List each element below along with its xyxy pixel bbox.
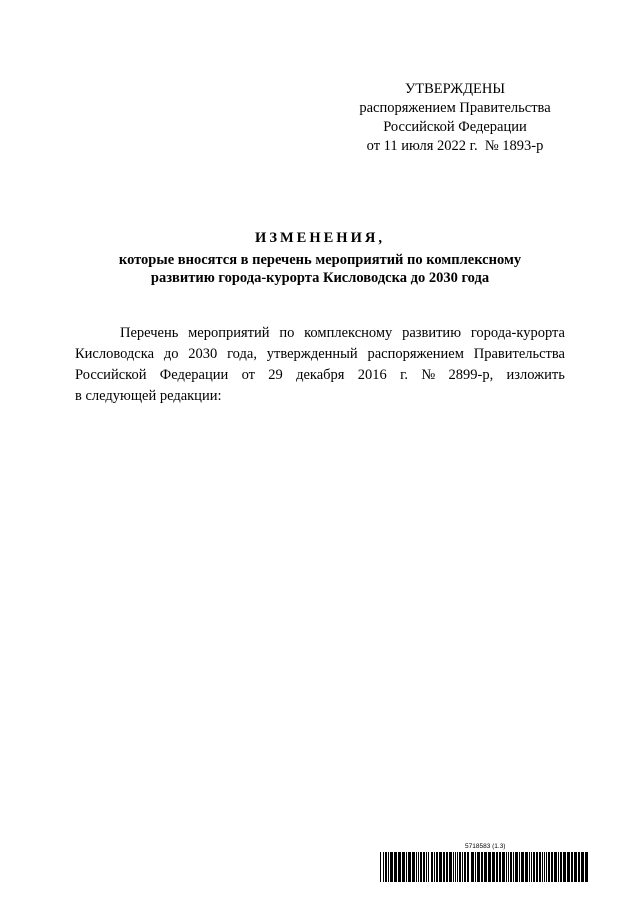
paragraph-word: изложить xyxy=(506,367,565,383)
paragraph-word: комплексному xyxy=(304,325,393,341)
barcode-number: 5718583 (1.3) xyxy=(465,843,506,850)
subtitle-line-1: которые вносятся в перечень мероприятий по комплексному xyxy=(118,252,522,268)
paragraph-word: 29 xyxy=(268,367,283,383)
paragraph-word: № xyxy=(421,367,436,383)
paragraph-word: Федерации xyxy=(159,367,229,383)
body-paragraph xyxy=(75,323,565,407)
paragraph-line-1 xyxy=(75,323,565,344)
paragraph-word: развитию xyxy=(402,325,462,341)
paragraph-word: 2016 xyxy=(357,367,387,383)
paragraph-word: Перечень xyxy=(120,325,179,341)
paragraph-word: 2899-р, xyxy=(448,367,494,383)
barcode-icon xyxy=(380,852,590,882)
paragraph-line-4: в следующей редакции: xyxy=(75,388,222,404)
approval-line-3: Российской Федерации xyxy=(383,119,527,135)
approval-line-2: распоряжением Правительства xyxy=(359,100,551,116)
paragraph-word: Кисловодска xyxy=(75,346,155,362)
subtitle-line-2: развитию города-курорта Кисловодска до 2030 года xyxy=(150,270,490,286)
paragraph-word: 2030 xyxy=(188,346,218,362)
paragraph-word: декабря xyxy=(296,367,345,383)
paragraph-line-2 xyxy=(75,344,565,365)
paragraph-word: распоряжением xyxy=(367,346,464,362)
approval-line-4: от 11 июля 2022 г. № 1893-р xyxy=(366,138,544,154)
paragraph-line-3 xyxy=(75,365,565,386)
document-subtitle xyxy=(95,251,545,287)
paragraph-word: мероприятий xyxy=(188,325,270,341)
paragraph-word: г. xyxy=(400,367,409,383)
paragraph-word: утвержденный xyxy=(266,346,358,362)
approval-stamp xyxy=(340,80,570,156)
approval-line-1: УТВЕРЖДЕНЫ xyxy=(404,81,506,97)
paragraph-word: года, xyxy=(227,346,257,362)
paragraph-word: Правительства xyxy=(473,346,565,362)
paragraph-word: от xyxy=(241,367,255,383)
document-title: ИЗМЕНЕНИЯ, xyxy=(255,230,385,246)
paragraph-word: до xyxy=(163,346,179,362)
paragraph-word: Российской xyxy=(75,367,147,383)
paragraph-word: города-курорта xyxy=(470,325,565,341)
paragraph-word: по xyxy=(279,325,295,341)
